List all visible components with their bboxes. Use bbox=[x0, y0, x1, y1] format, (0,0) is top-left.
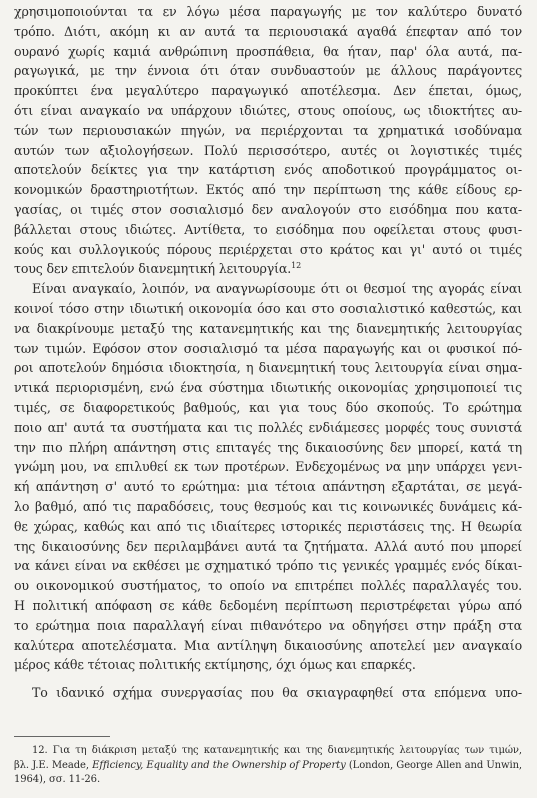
text-line: κοινοί τόσο στην ιδιωτική οικονομία όσο και στο σοσιαλιστικό καθεστώς, και bbox=[14, 300, 522, 316]
footnote-citation-suffix: (London, George Allen and Unwin, bbox=[345, 759, 522, 771]
text-line: ότι είναι αναγκαίο να υπάρχουν ιδιώτες, στους οποίους, ως ιδιοκτήτες αυ- bbox=[14, 102, 522, 118]
text-line: καλύτερα αποτελέσματα. Μια αντίληψη δικαιοσύνης αποτελεί μεν αναγκαίο bbox=[14, 637, 522, 653]
footnote-line bbox=[14, 759, 522, 774]
text-line: των τιμών. Εφόσον στον σοσιαλισμό τα μέσα παραγωγής και οι φυσικοί πό- bbox=[14, 340, 522, 356]
text-line: κούς και συλλογικούς πόρους περιέρχεται στο κράτος και γι' αυτό οι τιμές bbox=[14, 241, 522, 257]
text-line: ου οικονομικού συστήματος, το οποίο να επιτρέπει πολλές παραλλαγές του. bbox=[14, 578, 522, 594]
text-line-first: Το ιδανικό σχήμα συνεργασίας που θα σκιαγραφηθεί στα επόμενα υπο- bbox=[32, 685, 522, 701]
body-text bbox=[14, 2, 522, 703]
footnote-citation-prefix: βλ. J.E. Meade, bbox=[14, 759, 93, 771]
text-line: θε χώρας, καθώς και από τις ιδιαίτερες ιστορικές περιστάσεις της. Η θεωρία bbox=[14, 518, 522, 534]
footnote-line bbox=[14, 744, 522, 759]
text-line: βάλλεται στους ιδιώτες. Αντίθετα, το εισόδημα που οφείλεται στους φυσι- bbox=[14, 221, 522, 237]
text-line: τιμές, σε διαφορετικούς βαθμούς, και για τους δύο σκοπούς. Το ερώτημα bbox=[14, 399, 522, 415]
text-line: της δικαιοσύνης δεν περιλαμβάνει αυτά τα ζητήματα. Αλλά αυτό που μπορεί bbox=[14, 538, 522, 554]
text-line: να κάνει είναι να εκθέσει με σχηματικό τρόπο τις γενικές γραμμές ενός δίκαι- bbox=[14, 558, 522, 574]
text-line: αυτών των αξιολογήσεων. Πολύ περισσότερο, αυτές οι λογιστικές τιμές bbox=[14, 142, 522, 158]
footnote-12 bbox=[14, 744, 522, 788]
footnote-text: Για τη διάκριση μεταξύ της κατανεμητικής και της διανεμητικής λειτουργίας των τιμών, bbox=[52, 745, 522, 756]
text-line-content: τους δεν επιτελούν διανεμητική λειτουργία. bbox=[14, 261, 292, 277]
paragraph-1 bbox=[14, 2, 522, 279]
text-line: ντικά περιορισμένη, ενώ ένα σύστημα ιδιωτικής οικονομίας χρησιμοποιεί τις bbox=[14, 380, 522, 396]
footnote-line: 1964), σσ. 11-26. bbox=[14, 774, 101, 785]
footnote-book-title: Efficiency, Equality and the Ownership of Property bbox=[92, 759, 346, 771]
text-line-last bbox=[14, 259, 522, 279]
text-line: γνώμη μου, να επιλυθεί εκ των προτέρων. Ενδεχομένως να μην υπάρχει γενι- bbox=[14, 459, 522, 475]
text-line: κή απάντηση σ' αυτό το ερώτημα: μια τέτοια απάντηση εξαρτάται, σε μεγά- bbox=[14, 479, 522, 495]
text-line: να διακρίνουμε μεταξύ της κατανεμητικής και της διανεμητικής λειτουργίας bbox=[14, 320, 522, 336]
text-line: αποτελούν δείκτες για την κατάρτιση ενός αποδοτικού προγράμματος οι- bbox=[14, 162, 522, 178]
text-line: κονομικών δραστηριοτήτων. Εκτός από την περίπτωση της κάθε είδους ερ- bbox=[14, 182, 522, 198]
text-line-first: Είναι αναγκαίο, λοιπόν, να αναγνωρίσουμε ότι οι θεσμοί της αγοράς είναι bbox=[32, 281, 522, 297]
text-line: το ερώτημα ποια παραλλαγή είναι πιθανότερο να οδηγήσει στην πράξη στα bbox=[14, 617, 522, 633]
footnotes bbox=[14, 744, 522, 788]
text-line: ποιο απ' αυτά τα συστήματα και τις πολλές ενδιάμεσες μορφές τους συνιστά bbox=[14, 419, 522, 435]
paragraph-3 bbox=[14, 683, 522, 703]
footnote-divider bbox=[14, 736, 110, 737]
text-line: τρόπο. Διότι, ακόμη κι αν αυτά τα περιουσιακά αγαθά έπεφταν από τον bbox=[14, 23, 522, 39]
text-line: ραγωγικά, με την έννοια ότι όταν συνδυαστούν με άλλους παράγοντες bbox=[14, 63, 522, 79]
text-line: ροι αποτελούν δημόσια ιδιοκτησία, η διανεμητική τους λειτουργία είναι σημα- bbox=[14, 360, 522, 376]
text-line: λο βαθμό, από τις παραδόσεις, τους θεσμούς και τις κοινωνικές δυνάμεις κά- bbox=[14, 498, 522, 514]
text-line: Η πολιτική απόφαση σε κάθε δεδομένη περίπτωση περιστρέφεται γύρω από bbox=[14, 597, 522, 613]
text-line: τών των περιουσιακών πηγών, να περιέρχονται τα χρηματικά ισοδύναμα bbox=[14, 122, 522, 138]
text-line: χρησιμοποιούνται τα εν λόγω μέσα παραγωγής με τον καλύτερο δυνατό bbox=[14, 4, 522, 19]
text-line: ουρανό χωρίς καμιά ανθρώπινη προσπάθεια, θα ήταν, παρ' όλα αυτά, πα- bbox=[14, 43, 522, 59]
text-line-last: μέρος κάθε τέτοιας πολιτικής εκτίμησης, όχι όμως και επαρκές. bbox=[14, 657, 416, 673]
footnote-marker[interactable]: 12 bbox=[291, 261, 302, 271]
text-line: προκύπτει ένα μεγαλύτερο παραγωγικό αποτέλεσμα. Δεν έπεται, όμως, bbox=[14, 83, 522, 99]
text-line: την πιο πλήρη απάντηση στις επιταγές της δικαιοσύνης δεν μπορεί, κατά τη bbox=[14, 439, 522, 455]
footnote-number: 12. bbox=[32, 745, 48, 756]
text-line: γασίας, οι τιμές στον σοσιαλισμό δεν αναλογούν στο εισόδημα που κατα- bbox=[14, 201, 522, 217]
paragraph-2 bbox=[14, 279, 522, 675]
